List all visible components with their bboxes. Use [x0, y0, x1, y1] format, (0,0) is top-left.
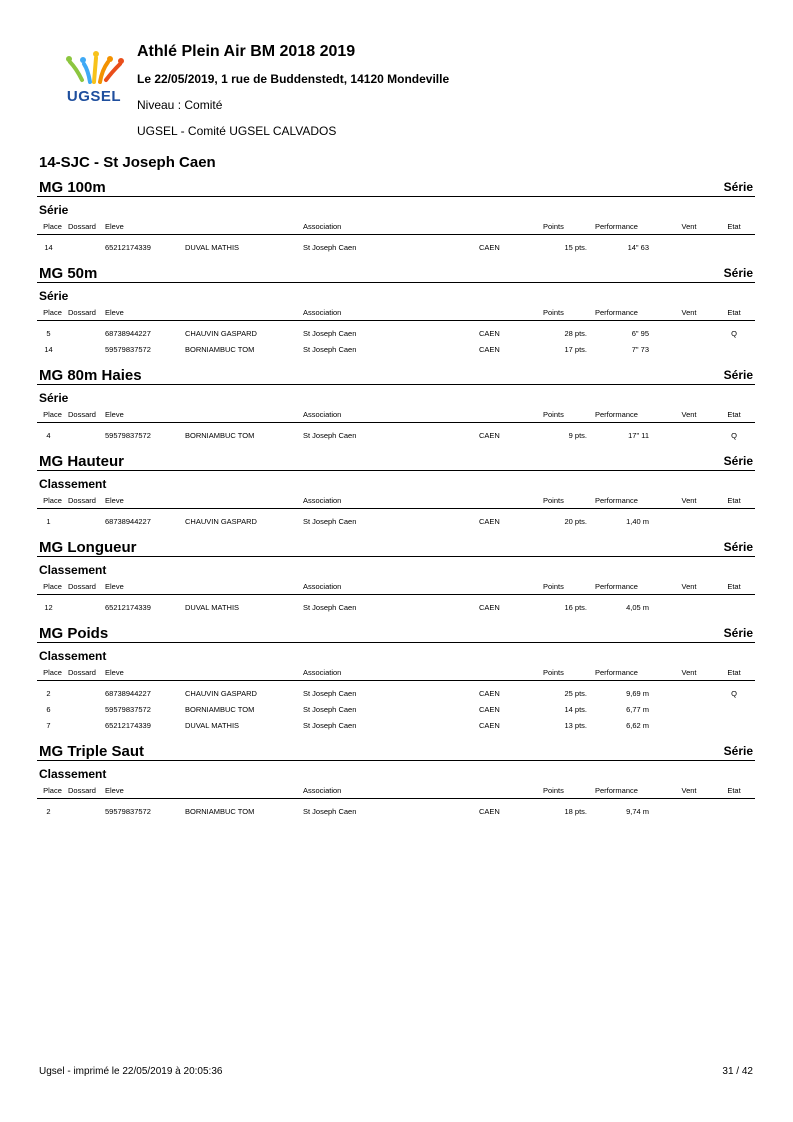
results-table: [37, 218, 755, 255]
event-header: [37, 536, 755, 557]
cell-etat: Q: [731, 430, 737, 440]
event-name: MG 100m: [39, 179, 106, 196]
cell-eleve: DUVAL MATHIS: [185, 242, 240, 252]
cell-eleve: DUVAL MATHIS: [185, 720, 240, 730]
event-type: Série: [723, 540, 753, 554]
column-header-place: Place: [37, 782, 68, 799]
column-header-eleve: Eleve: [105, 218, 185, 235]
cell-city: CAEN: [479, 688, 500, 698]
cell-eleve: DUVAL MATHIS: [185, 602, 240, 612]
cell-place: 12: [44, 602, 53, 612]
column-header-association: Association: [303, 492, 479, 509]
column-header-vent: Vent: [665, 304, 713, 321]
page-number: 31 / 42: [722, 1066, 753, 1077]
page-footer: [39, 1066, 753, 1077]
cell-points: 20 pts.: [564, 516, 587, 526]
cell-city: CAEN: [479, 720, 500, 730]
cell-dossard: 65212174339: [105, 602, 151, 612]
club-title: 14-SJC - St Joseph Caen: [39, 154, 216, 171]
event-block: [37, 364, 755, 443]
cell-etat: [713, 509, 755, 530]
cell-city: CAEN: [479, 602, 500, 612]
meet-organization: UGSEL - Comité UGSEL CALVADOS: [137, 124, 337, 138]
cell-performance: 14" 63: [627, 242, 649, 252]
column-header-dossard: Dossard: [68, 578, 105, 595]
event-header: [37, 364, 755, 385]
cell-etat: [713, 341, 755, 357]
table-header-row: [37, 578, 755, 595]
table-row: [37, 717, 755, 733]
ugsel-logo: [62, 50, 126, 108]
results-table: [37, 578, 755, 615]
event-header: [37, 740, 755, 761]
event-name: MG Hauteur: [39, 453, 125, 470]
column-header-points: Points: [543, 406, 595, 423]
table-row: [37, 341, 755, 357]
event-header: [37, 450, 755, 471]
column-header-dossard: Dossard: [68, 406, 105, 423]
column-header-empty: [185, 304, 303, 321]
column-header-vent: Vent: [665, 782, 713, 799]
table-row: [37, 701, 755, 717]
event-type: Série: [723, 368, 753, 382]
column-header-place: Place: [37, 406, 68, 423]
column-header-association: Association: [303, 664, 479, 681]
column-header-empty: [185, 406, 303, 423]
cell-association: St Joseph Caen: [303, 806, 357, 816]
column-header-etat: Etat: [713, 406, 755, 423]
cell-eleve: CHAUVIN GASPARD: [185, 688, 257, 698]
figures-icon: [62, 50, 126, 90]
cell-points: 25 pts.: [564, 688, 587, 698]
results-table: [37, 782, 755, 819]
column-header-performance: Performance: [595, 406, 665, 423]
event-block: [37, 262, 755, 357]
cell-city: CAEN: [479, 344, 500, 354]
cell-vent: [665, 681, 713, 702]
table-header-row: [37, 664, 755, 681]
cell-dossard: 59579837572: [105, 704, 151, 714]
column-header-vent: Vent: [665, 664, 713, 681]
cell-empty: [68, 235, 105, 256]
cell-association: St Joseph Caen: [303, 602, 357, 612]
event-block: [37, 176, 755, 255]
cell-dossard: 59579837572: [105, 430, 151, 440]
cell-performance: 6,77 m: [626, 704, 649, 714]
cell-city: CAEN: [479, 806, 500, 816]
cell-association: St Joseph Caen: [303, 516, 357, 526]
cell-eleve: BORNIAMBUC TOM: [185, 430, 255, 440]
column-header-eleve: Eleve: [105, 304, 185, 321]
event-header: [37, 262, 755, 283]
meet-level: Niveau : Comité: [137, 98, 223, 112]
column-header-eleve: Eleve: [105, 578, 185, 595]
cell-place: 6: [46, 704, 51, 714]
cell-dossard: 68738944227: [105, 328, 151, 338]
cell-vent: [665, 423, 713, 444]
meet-title: Athlé Plein Air BM 2018 2019: [137, 43, 356, 60]
event-type: Série: [723, 266, 753, 280]
table-row: [37, 509, 755, 530]
cell-points: 9 pts.: [568, 430, 587, 440]
section-title: Classement: [39, 563, 107, 577]
column-header-association: Association: [303, 782, 479, 799]
cell-performance: 6" 95: [631, 328, 649, 338]
column-header-place: Place: [37, 304, 68, 321]
table-row: [37, 321, 755, 342]
cell-points: 15 pts.: [564, 242, 587, 252]
cell-city: CAEN: [479, 704, 500, 714]
event-name: MG 80m Haies: [39, 367, 142, 384]
cell-empty: [68, 423, 105, 444]
cell-association: St Joseph Caen: [303, 344, 357, 354]
table-row: [37, 681, 755, 702]
event-type: Série: [723, 626, 753, 640]
meet-date-location: Le 22/05/2019, 1 rue de Buddenstedt, 14120 Mondeville: [137, 72, 450, 86]
cell-vent: [665, 595, 713, 616]
cell-place: 14: [44, 344, 53, 354]
cell-points: 13 pts.: [564, 720, 587, 730]
column-header-dossard: Dossard: [68, 664, 105, 681]
column-header-vent: Vent: [665, 406, 713, 423]
cell-etat: Q: [731, 328, 737, 338]
column-header-dossard: Dossard: [68, 492, 105, 509]
event-name: MG Poids: [39, 625, 109, 642]
cell-performance: 1,40 m: [626, 516, 649, 526]
table-header-row: [37, 304, 755, 321]
cell-association: St Joseph Caen: [303, 704, 357, 714]
column-header-empty: [185, 492, 303, 509]
cell-performance: 9,74 m: [626, 806, 649, 816]
cell-association: St Joseph Caen: [303, 720, 357, 730]
column-header-empty: [479, 406, 543, 423]
cell-city: CAEN: [479, 328, 500, 338]
results-table: [37, 492, 755, 529]
column-header-eleve: Eleve: [105, 782, 185, 799]
column-header-empty: [185, 664, 303, 681]
cell-etat: [713, 717, 755, 733]
cell-association: St Joseph Caen: [303, 328, 357, 338]
column-header-performance: Performance: [595, 578, 665, 595]
results-table: [37, 664, 755, 733]
column-header-empty: [479, 218, 543, 235]
cell-empty: [68, 681, 105, 702]
cell-etat: Q: [731, 688, 737, 698]
cell-points: 14 pts.: [564, 704, 587, 714]
column-header-points: Points: [543, 578, 595, 595]
event-header: [37, 622, 755, 643]
column-header-empty: [185, 782, 303, 799]
table-header-row: [37, 492, 755, 509]
cell-dossard: 59579837572: [105, 344, 151, 354]
column-header-eleve: Eleve: [105, 664, 185, 681]
cell-vent: [665, 341, 713, 357]
cell-eleve: CHAUVIN GASPARD: [185, 328, 257, 338]
event-type: Série: [723, 454, 753, 468]
table-header-row: [37, 218, 755, 235]
column-header-place: Place: [37, 218, 68, 235]
cell-empty: [68, 321, 105, 342]
column-header-etat: Etat: [713, 492, 755, 509]
cell-vent: [665, 717, 713, 733]
table-row: [37, 595, 755, 616]
column-header-association: Association: [303, 578, 479, 595]
column-header-empty: [185, 578, 303, 595]
cell-place: 4: [46, 430, 51, 440]
cell-city: CAEN: [479, 516, 500, 526]
column-header-empty: [479, 782, 543, 799]
column-header-performance: Performance: [595, 304, 665, 321]
column-header-vent: Vent: [665, 218, 713, 235]
column-header-place: Place: [37, 664, 68, 681]
cell-empty: [68, 341, 105, 357]
cell-etat: [713, 235, 755, 256]
cell-eleve: BORNIAMBUC TOM: [185, 344, 255, 354]
column-header-etat: Etat: [713, 578, 755, 595]
column-header-performance: Performance: [595, 664, 665, 681]
column-header-eleve: Eleve: [105, 406, 185, 423]
cell-etat: [713, 701, 755, 717]
cell-performance: 7" 73: [631, 344, 649, 354]
event-block: [37, 536, 755, 615]
cell-city: CAEN: [479, 242, 500, 252]
column-header-empty: [479, 492, 543, 509]
column-header-etat: Etat: [713, 782, 755, 799]
cell-empty: [68, 799, 105, 820]
section-title: Série: [39, 391, 69, 405]
section-title: Série: [39, 203, 69, 217]
column-header-eleve: Eleve: [105, 492, 185, 509]
cell-performance: 9,69 m: [626, 688, 649, 698]
table-row: [37, 235, 755, 256]
cell-dossard: 59579837572: [105, 806, 151, 816]
cell-vent: [665, 509, 713, 530]
cell-performance: 17" 11: [628, 430, 649, 440]
logo-wordmark: UGSEL: [66, 88, 122, 105]
cell-points: 16 pts.: [564, 602, 587, 612]
column-header-vent: Vent: [665, 492, 713, 509]
table-header-row: [37, 782, 755, 799]
column-header-points: Points: [543, 304, 595, 321]
cell-place: 2: [46, 688, 51, 698]
column-header-points: Points: [543, 782, 595, 799]
cell-points: 17 pts.: [564, 344, 587, 354]
cell-dossard: 65212174339: [105, 242, 151, 252]
section-title: Classement: [39, 477, 107, 491]
cell-dossard: 68738944227: [105, 516, 151, 526]
cell-empty: [68, 509, 105, 530]
cell-city: CAEN: [479, 430, 500, 440]
cell-association: St Joseph Caen: [303, 242, 357, 252]
column-header-etat: Etat: [713, 218, 755, 235]
cell-place: 14: [44, 242, 53, 252]
cell-vent: [665, 701, 713, 717]
cell-points: 18 pts.: [564, 806, 587, 816]
event-name: MG Triple Saut: [39, 743, 145, 760]
column-header-etat: Etat: [713, 664, 755, 681]
cell-empty: [68, 701, 105, 717]
cell-association: St Joseph Caen: [303, 430, 357, 440]
cell-place: 5: [46, 328, 51, 338]
cell-performance: 6,62 m: [626, 720, 649, 730]
column-header-points: Points: [543, 492, 595, 509]
cell-vent: [665, 799, 713, 820]
event-name: MG Longueur: [39, 539, 137, 556]
column-header-dossard: Dossard: [68, 782, 105, 799]
event-header: [37, 176, 755, 197]
column-header-empty: [185, 218, 303, 235]
cell-place: 2: [46, 806, 51, 816]
column-header-empty: [479, 664, 543, 681]
event-type: Série: [723, 744, 753, 758]
column-header-dossard: Dossard: [68, 304, 105, 321]
section-title: Classement: [39, 767, 107, 781]
column-header-points: Points: [543, 218, 595, 235]
cell-vent: [665, 235, 713, 256]
column-header-association: Association: [303, 406, 479, 423]
column-header-points: Points: [543, 664, 595, 681]
cell-place: 7: [46, 720, 51, 730]
section-title: Série: [39, 289, 69, 303]
cell-dossard: 65212174339: [105, 720, 151, 730]
cell-eleve: BORNIAMBUC TOM: [185, 806, 255, 816]
cell-etat: [713, 595, 755, 616]
table-row: [37, 423, 755, 444]
events-list: [37, 176, 755, 826]
cell-points: 28 pts.: [564, 328, 587, 338]
column-header-performance: Performance: [595, 782, 665, 799]
column-header-vent: Vent: [665, 578, 713, 595]
print-timestamp: Ugsel - imprimé le 22/05/2019 à 20:05:36: [39, 1066, 223, 1077]
cell-association: St Joseph Caen: [303, 688, 357, 698]
table-header-row: [37, 406, 755, 423]
column-header-association: Association: [303, 218, 479, 235]
column-header-association: Association: [303, 304, 479, 321]
cell-eleve: CHAUVIN GASPARD: [185, 516, 257, 526]
section-title: Classement: [39, 649, 107, 663]
event-block: [37, 622, 755, 733]
cell-vent: [665, 321, 713, 342]
cell-empty: [68, 717, 105, 733]
event-type: Série: [723, 180, 753, 194]
event-block: [37, 740, 755, 819]
event-name: MG 50m: [39, 265, 98, 282]
cell-performance: 4,05 m: [626, 602, 649, 612]
column-header-place: Place: [37, 578, 68, 595]
column-header-performance: Performance: [595, 492, 665, 509]
column-header-empty: [479, 578, 543, 595]
cell-etat: [713, 799, 755, 820]
column-header-place: Place: [37, 492, 68, 509]
column-header-performance: Performance: [595, 218, 665, 235]
table-row: [37, 799, 755, 820]
cell-eleve: BORNIAMBUC TOM: [185, 704, 255, 714]
results-table: [37, 406, 755, 443]
event-block: [37, 450, 755, 529]
cell-place: 1: [46, 516, 51, 526]
cell-empty: [68, 595, 105, 616]
column-header-etat: Etat: [713, 304, 755, 321]
cell-dossard: 68738944227: [105, 688, 151, 698]
results-table: [37, 304, 755, 357]
column-header-empty: [479, 304, 543, 321]
column-header-dossard: Dossard: [68, 218, 105, 235]
